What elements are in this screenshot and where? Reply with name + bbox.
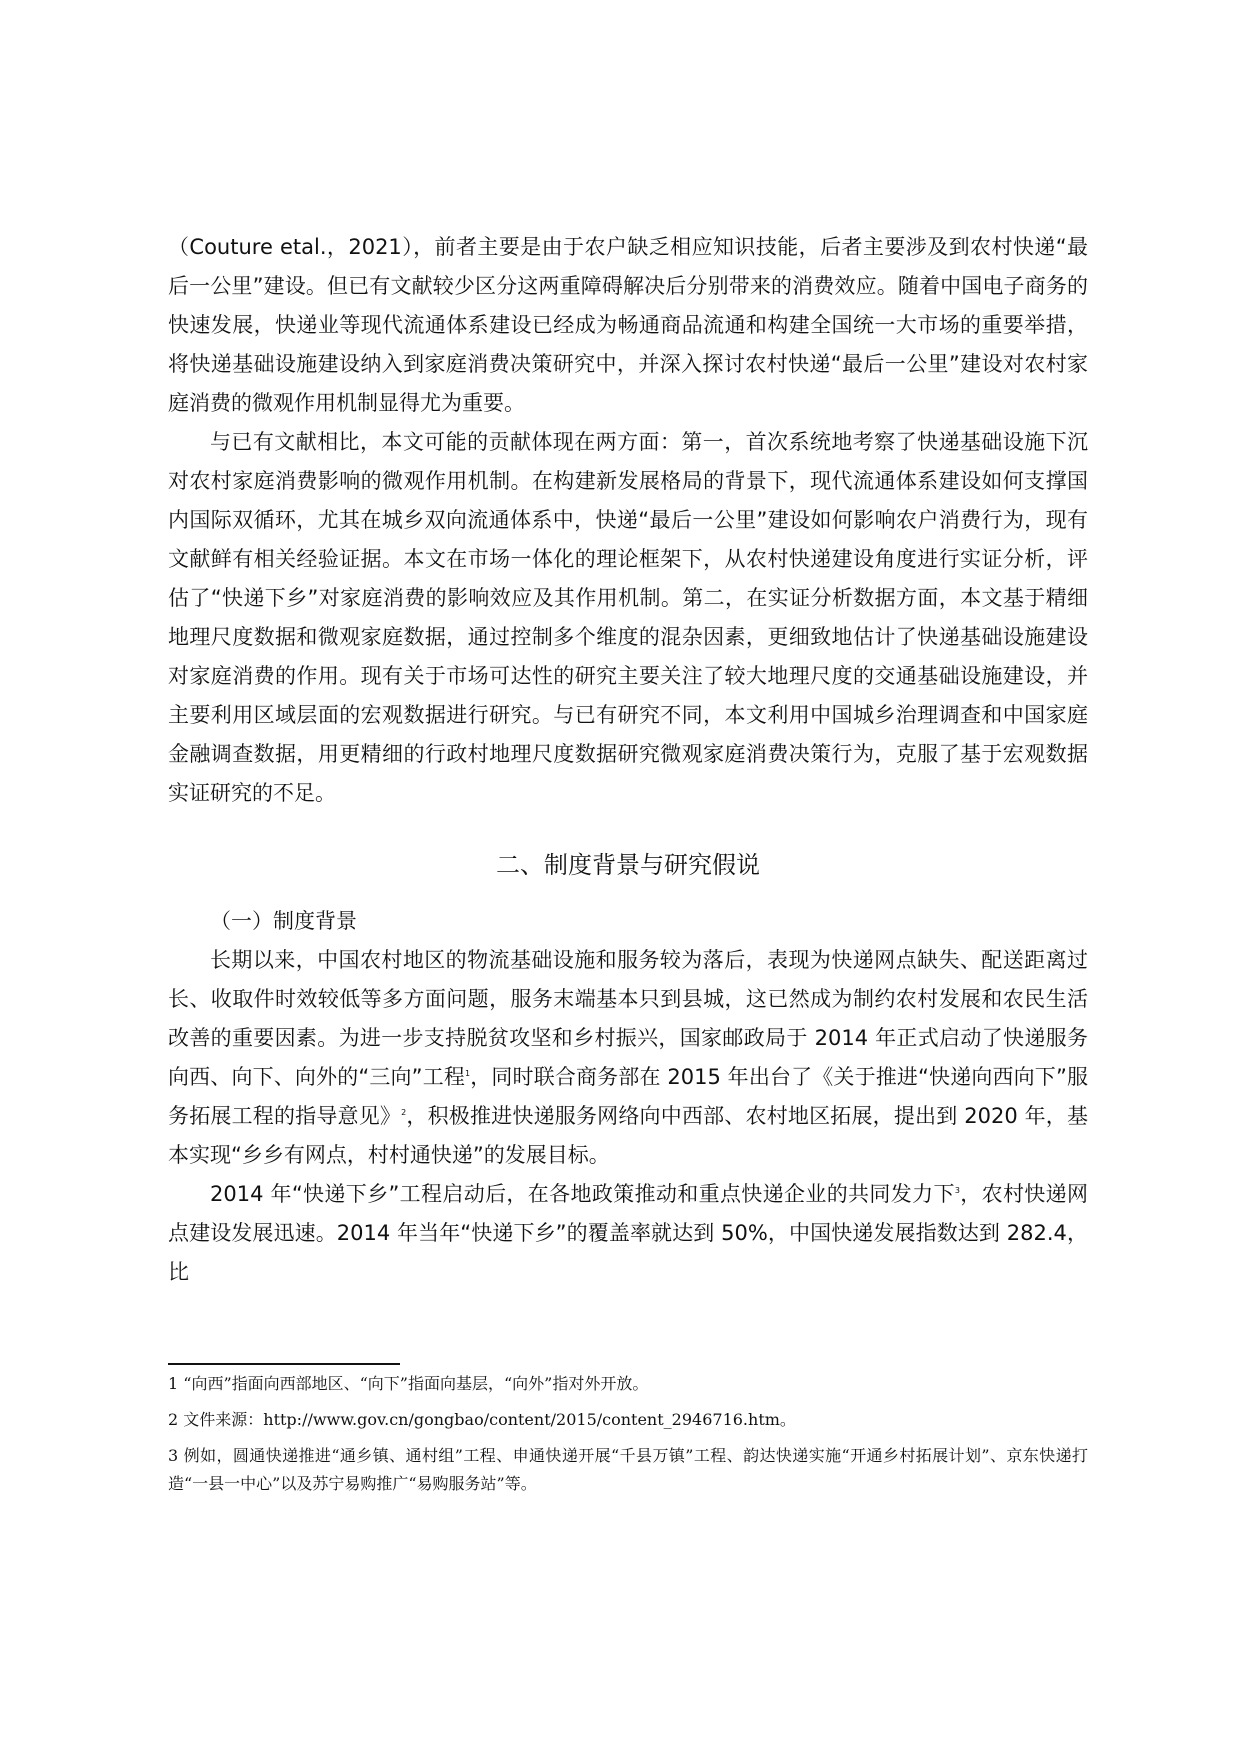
section1-text	[168, 228, 1088, 813]
footnote-ref-3[interactable]: 3	[954, 1186, 960, 1195]
paragraph-express-growth-part1: 2014 年“快递下乡”工程启动后，在各地政策推动和重点快递企业的共同发力下	[210, 1182, 955, 1206]
paragraph-background-part2: ，同时联合商务部在 2015 年出台了《关于推进“快递向西向下”服务拓展工程的指导意见》	[168, 1065, 1088, 1128]
paragraph-literature-gap: （Couture etal.，2021），前者主要是由于农户缺乏相应知识技能，后者主要涉及到农村快递“最后一公里”建设。但已有文献较少区分这两重障碍解决后分别带来的消费效应。随着中国电子商务的快速发展，快递业等现代流通体系建设已经成为畅通商品流通和构建全国统一大市场的重要举措，将快递基础设施建设纳入到家庭消费决策研究中，并深入探讨农村快递“最后一公里”建设对农村家庭消费的微观作用机制显得尤为重要。	[168, 235, 1088, 415]
section-heading: 二、制度背景与研究假说	[496, 851, 760, 879]
paragraph-express-growth	[168, 1175, 1088, 1292]
paragraph-express-growth-part2: ，农村快递网点建设发展迅速。2014 年当年“快递下乡”的覆盖率就达到 50%，中国快递发展指数达到 282.4，比	[168, 1182, 1089, 1284]
paragraph-background-part1: 长期以来，中国农村地区的物流基础设施和服务较为落后，表现为快递网点缺失、配送距离过长、收取件时效较低等多方面问题，服务末端基本只到县城，这已然成为制约农村发展和农民生活改善的重要因素。为进一步支持脱贫攻坚和乡村振兴，国家邮政局于 2014 年正式启动了快递服务向西、向下、向外的“三向”工程	[168, 948, 1088, 1089]
paragraph-background	[168, 941, 1088, 1175]
footnote-ref-1[interactable]: 1	[465, 1069, 471, 1078]
footnote-3: 3 例如，圆通快递推进“通乡镇、通村组”工程、申通快递开展“千县万镇”工程、韵达快递实施“开通乡村拓展计划”、京东快递打造“一县一中心”以及苏宁易购推广“易购服务站”等。	[168, 1446, 1088, 1493]
paragraph-background-part3: ，积极推进快递服务网络向中西部、农村地区拓展，提出到 2020 年，基本实现“乡乡有网点，村村通快递”的发展目标。	[168, 1104, 1088, 1167]
footnote-1: 1 “向西”指面向西部地区、“向下”指面向基层，“向外”指对外开放。	[168, 1374, 649, 1393]
subsection-heading: （一）制度背景	[210, 909, 357, 933]
paragraph-contributions: 与已有文献相比，本文可能的贡献体现在两方面：第一，首次系统地考察了快递基础设施下沉对农村家庭消费影响的微观作用机制。在构建新发展格局的背景下，现代流通体系建设如何支撑国内国际双循环，尤其在城乡双向流通体系中，快递“最后一公里”建设如何影响农户消费行为，现有文献鲜有相关经验证据。本文在市场一体化的理论框架下，从农村快递建设角度进行实证分析，评估了“快递下乡”对家庭消费的影响效应及其作用机制。第二，在实证分析数据方面，本文基于精细地理尺度数据和微观家庭数据，通过控制多个维度的混杂因素，更细致地估计了快递基础设施建设对家庭消费的作用。现有关于市场可达性的研究主要关注了较大地理尺度的交通基础设施建设，并主要利用区域层面的宏观数据进行研究。与已有研究不同，本文利用中国城乡治理调查和中国家庭金融调查数据，用更精细的行政村地理尺度数据研究微观家庭消费决策行为，克服了基于宏观数据实证研究的不足。	[168, 430, 1088, 805]
section2-text	[168, 941, 1088, 1292]
footnote-2: 2 文件来源：http://www.gov.cn/gongbao/content/2015/content_2946716.htm。	[168, 1410, 796, 1429]
footnote-divider	[168, 1363, 400, 1365]
footnotes	[168, 1370, 1088, 1506]
footnote-ref-2[interactable]: 2	[401, 1108, 407, 1117]
